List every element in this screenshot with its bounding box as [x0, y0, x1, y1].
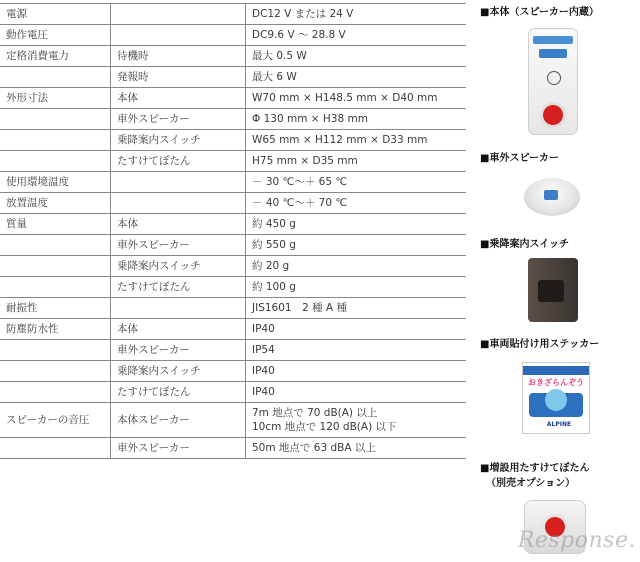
- spec-value-cell: [246, 340, 467, 361]
- spec-value-cell: [246, 214, 467, 235]
- table-row: [0, 319, 466, 340]
- spec-value-line: － 30 ℃～＋ 65 ℃: [252, 176, 348, 188]
- table-row: [0, 361, 466, 382]
- spec-value-cell: [246, 67, 467, 88]
- spec-subcategory-cell: たすけてぼたん: [111, 382, 246, 403]
- spec-category-cell: [0, 130, 111, 151]
- spec-category-cell: [0, 382, 111, 403]
- device-label-strip: [533, 36, 573, 44]
- sticker-title: ■車両貼付け用ステッカー: [480, 339, 600, 350]
- spec-value-cell: [246, 235, 467, 256]
- spec-subcategory-cell: 本体: [111, 214, 246, 235]
- spec-value-cell: [246, 382, 467, 403]
- table-row: [0, 235, 466, 256]
- product-images-column: [476, 0, 640, 562]
- spec-value-line: 7m 地点で 70 dB(A) 以上: [252, 407, 378, 419]
- alpine-logo: ALPINE: [546, 421, 572, 428]
- spec-value-cell: [246, 256, 467, 277]
- spec-subcategory-cell: 車外スピーカー: [111, 109, 246, 130]
- spec-value-line: JIS1601 2 種 A 種: [252, 302, 347, 314]
- spec-value-line: W70 mm × H148.5 mm × D40 mm: [252, 92, 438, 104]
- table-row: [0, 4, 466, 25]
- table-row: [0, 46, 466, 67]
- spec-value-cell: [246, 172, 467, 193]
- spec-table: [0, 3, 466, 459]
- table-row: [0, 438, 466, 459]
- spec-subcategory-cell: 本体: [111, 88, 246, 109]
- spec-subcategory-cell: [111, 193, 246, 214]
- speaker-tag-icon: [544, 190, 558, 200]
- spec-subcategory-cell: 車外スピーカー: [111, 235, 246, 256]
- spec-category-cell: [0, 277, 111, 298]
- spec-subcategory-cell: たすけてぼたん: [111, 277, 246, 298]
- boarding-switch-title: ■乗降案内スイッチ: [480, 239, 570, 250]
- spec-value-line: － 40 ℃～＋ 70 ℃: [252, 197, 348, 209]
- main-unit-title: ■本体（スピーカー内蔵）: [480, 7, 599, 18]
- spec-value-line: 最大 6 W: [252, 71, 297, 83]
- spec-value-line: 約 100 g: [252, 281, 296, 293]
- spec-value-cell: [246, 277, 467, 298]
- spec-value-cell: [246, 403, 467, 438]
- spec-value-line: IP54: [252, 344, 275, 356]
- spec-subcategory-cell: 車外スピーカー: [111, 438, 246, 459]
- table-row: [0, 340, 466, 361]
- spec-subcategory-cell: 乗降案内スイッチ: [111, 361, 246, 382]
- spec-table-body: [0, 4, 466, 459]
- spec-category-cell: 耐振性: [0, 298, 111, 319]
- spec-value-cell: [246, 109, 467, 130]
- spec-value-cell: [246, 319, 467, 340]
- spec-subcategory-cell: 待機時: [111, 46, 246, 67]
- spec-value-line: H75 mm × D35 mm: [252, 155, 358, 167]
- spec-category-cell: スピーカーの音圧: [0, 403, 111, 438]
- spec-value-line: 約 20 g: [252, 260, 290, 272]
- speaker-icon: [547, 71, 561, 85]
- spec-subcategory-cell: [111, 25, 246, 46]
- spec-subcategory-cell: 乗降案内スイッチ: [111, 130, 246, 151]
- spec-value-cell: [246, 361, 467, 382]
- spec-category-cell: [0, 256, 111, 277]
- spec-value-line: IP40: [252, 365, 275, 377]
- spec-value-cell: [246, 25, 467, 46]
- spec-value-line: Φ 130 mm × H38 mm: [252, 113, 368, 125]
- spec-subcategory-cell: 本体: [111, 319, 246, 340]
- table-row: [0, 130, 466, 151]
- bus-icon: [539, 49, 567, 58]
- main-unit-image: [528, 28, 578, 135]
- spec-value-line: IP40: [252, 386, 275, 398]
- outdoor-speaker-image: [524, 178, 580, 216]
- spec-category-cell: [0, 109, 111, 130]
- spec-subcategory-cell: 車外スピーカー: [111, 340, 246, 361]
- spec-subcategory-cell: 本体スピーカー: [111, 403, 246, 438]
- table-row: [0, 88, 466, 109]
- spec-category-cell: [0, 438, 111, 459]
- spec-subcategory-cell: 発報時: [111, 67, 246, 88]
- table-row: [0, 193, 466, 214]
- spec-value-line: 50m 地点で 63 dBA 以上: [252, 442, 376, 454]
- spec-category-cell: [0, 235, 111, 256]
- elephant-icon: [545, 389, 567, 411]
- extra-button-subtitle: （別売オプション）: [486, 478, 576, 489]
- spec-subcategory-cell: [111, 4, 246, 25]
- spec-category-cell: 動作電圧: [0, 25, 111, 46]
- table-row: [0, 382, 466, 403]
- spec-value-cell: [246, 193, 467, 214]
- spec-subcategory-cell: [111, 298, 246, 319]
- spec-value-cell: [246, 88, 467, 109]
- spec-value-line: 最大 0.5 W: [252, 50, 307, 62]
- spec-value-line: 約 550 g: [252, 239, 296, 251]
- spec-category-cell: 防塵防水性: [0, 319, 111, 340]
- table-row: [0, 172, 466, 193]
- sticker-image: [522, 362, 590, 434]
- sticker-band: [523, 366, 589, 375]
- table-row: [0, 151, 466, 172]
- table-row: [0, 256, 466, 277]
- spec-subcategory-cell: [111, 172, 246, 193]
- boarding-switch-image: [528, 258, 578, 322]
- table-row: [0, 67, 466, 88]
- outdoor-speaker-title: ■車外スピーカー: [480, 153, 559, 164]
- spec-value-line: 10cm 地点で 120 dB(A) 以下: [252, 421, 397, 433]
- spec-category-cell: 使用環境温度: [0, 172, 111, 193]
- spec-value-line: 約 450 g: [252, 218, 296, 230]
- spec-category-cell: 質量: [0, 214, 111, 235]
- spec-category-cell: 定格消費電力: [0, 46, 111, 67]
- red-button-icon: [543, 105, 563, 125]
- spec-category-cell: [0, 361, 111, 382]
- table-row: [0, 25, 466, 46]
- spec-value-cell: [246, 46, 467, 67]
- spec-category-cell: [0, 340, 111, 361]
- spec-value-line: DC12 V または 24 V: [252, 8, 354, 20]
- table-row: [0, 109, 466, 130]
- spec-subcategory-cell: 乗降案内スイッチ: [111, 256, 246, 277]
- spec-value-line: W65 mm × H112 mm × D33 mm: [252, 134, 428, 146]
- spec-category-cell: 外形寸法: [0, 88, 111, 109]
- spec-value-cell: [246, 298, 467, 319]
- extra-button-title: ■増設用たすけてぼたん: [480, 463, 590, 474]
- spec-value-cell: [246, 130, 467, 151]
- spec-value-line: IP40: [252, 323, 275, 335]
- spec-subcategory-cell: たすけてぼたん: [111, 151, 246, 172]
- spec-value-line: DC9.6 V ～ 28.8 V: [252, 29, 346, 41]
- table-row: [0, 214, 466, 235]
- spec-value-cell: [246, 438, 467, 459]
- spec-category-cell: [0, 67, 111, 88]
- spec-category-cell: 電源: [0, 4, 111, 25]
- table-row: [0, 277, 466, 298]
- spec-value-cell: [246, 4, 467, 25]
- spec-category-cell: 放置温度: [0, 193, 111, 214]
- sticker-brand-text: おきざらんぞう: [528, 378, 584, 387]
- table-row: [0, 298, 466, 319]
- spec-category-cell: [0, 151, 111, 172]
- spec-value-cell: [246, 151, 467, 172]
- switch-plate-icon: [538, 280, 564, 302]
- table-row: [0, 403, 466, 438]
- watermark: Response.: [517, 528, 636, 553]
